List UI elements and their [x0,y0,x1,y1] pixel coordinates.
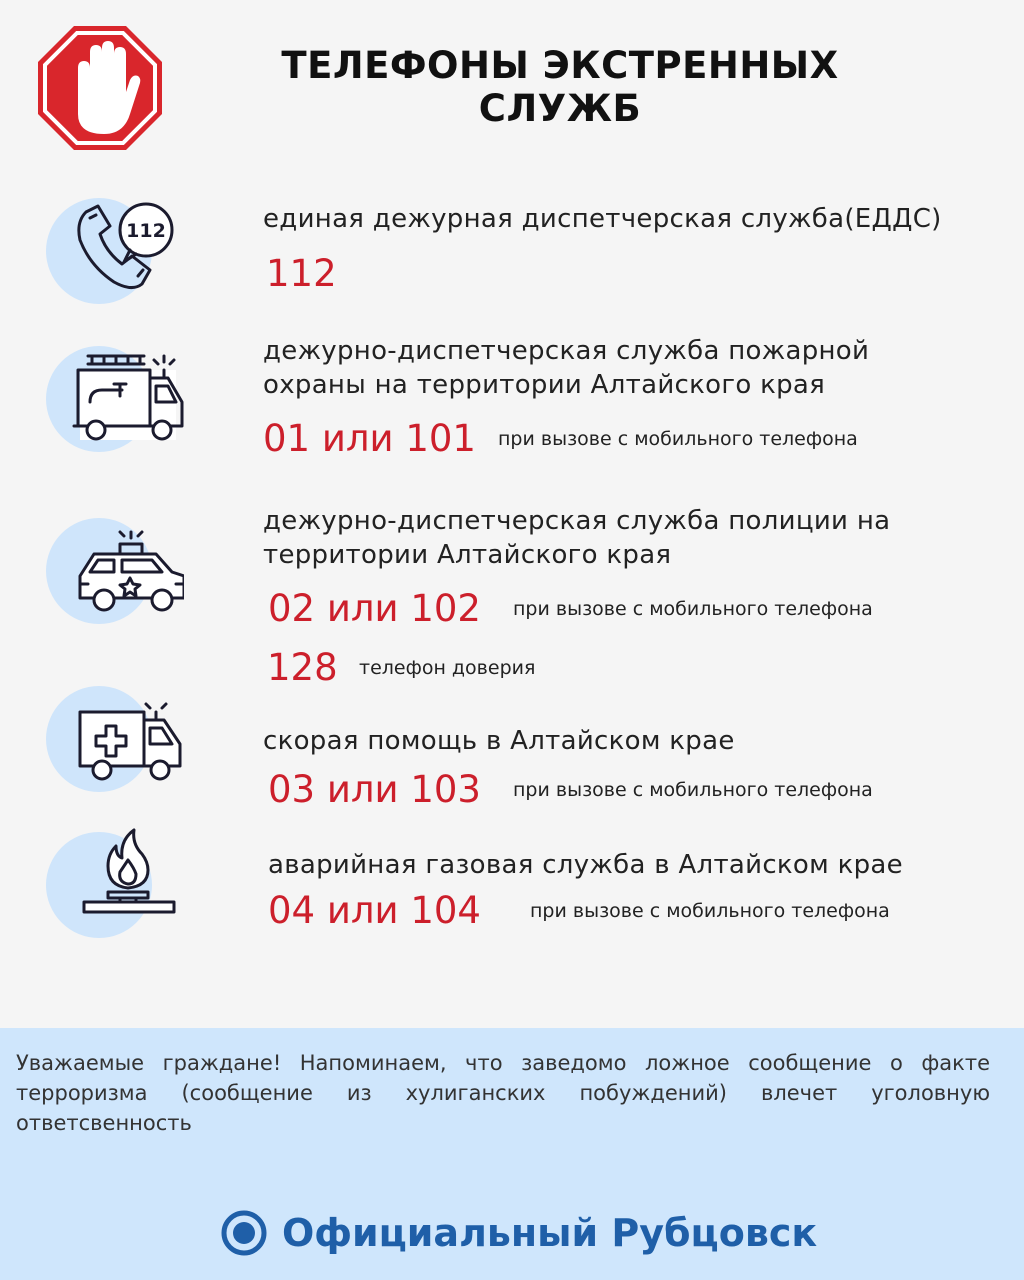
police-car-icon [44,512,184,632]
service-name-police-line-1: дежурно-диспетчерская служба полиции на [263,506,891,536]
service-note-police: при вызове с мобильного телефона [513,598,873,620]
ambulance-icon [44,682,184,802]
phone-112-icon [44,190,184,310]
trust-line-number[interactable]: 128 [267,646,338,689]
fire-truck-icon [44,340,184,460]
service-name-fire [263,334,869,402]
svg-text:112: 112 [126,220,166,242]
brand-name: Официальный Рубцовск [282,1211,818,1255]
service-number-police[interactable]: 02 или 102 [268,587,481,630]
brand [220,1208,817,1258]
service-name-police-line-2: территории Алтайского края [263,540,672,570]
warning-text: Уважаемые граждане! Напоминаем, что заведомо ложное сообщение о факте терроризма (сообщение из хулиганских побуждений) влечет уголовную ответсвенность [16,1051,990,1135]
service-name-police [263,504,890,572]
title-line-2: СЛУЖБ [478,87,642,130]
service-name-ambulance: скорая помощь в Алтайском крае [263,726,735,756]
footer-panel [0,1028,1024,1280]
page-title [250,44,870,130]
service-number-edds[interactable]: 112 [266,252,337,295]
service-name-gas: аварийная газовая служба в Алтайском крае [268,850,903,880]
trust-line-note: телефон доверия [359,657,536,679]
service-note-fire: при вызове с мобильного телефона [498,428,858,450]
gas-flame-icon [44,826,184,946]
service-number-gas[interactable]: 04 или 104 [268,889,481,932]
service-number-ambulance[interactable]: 03 или 103 [268,768,481,811]
service-note-gas: при вызове с мобильного телефона [530,900,890,922]
service-name-fire-line-1: дежурно-диспетчерская служба пожарной [263,336,870,366]
service-note-ambulance: при вызове с мобильного телефона [513,779,873,801]
service-number-fire[interactable]: 01 или 101 [263,417,476,460]
title-line-1: ТЕЛЕФОНЫ ЭКСТРЕННЫХ [281,44,839,87]
stop-hand-icon [36,24,164,152]
service-name-fire-line-2: охраны на территории Алтайского края [263,370,826,400]
brand-logo-icon [220,1209,268,1257]
service-name-edds: единая дежурная диспетчерская служба(ЕДДС) [263,204,942,234]
